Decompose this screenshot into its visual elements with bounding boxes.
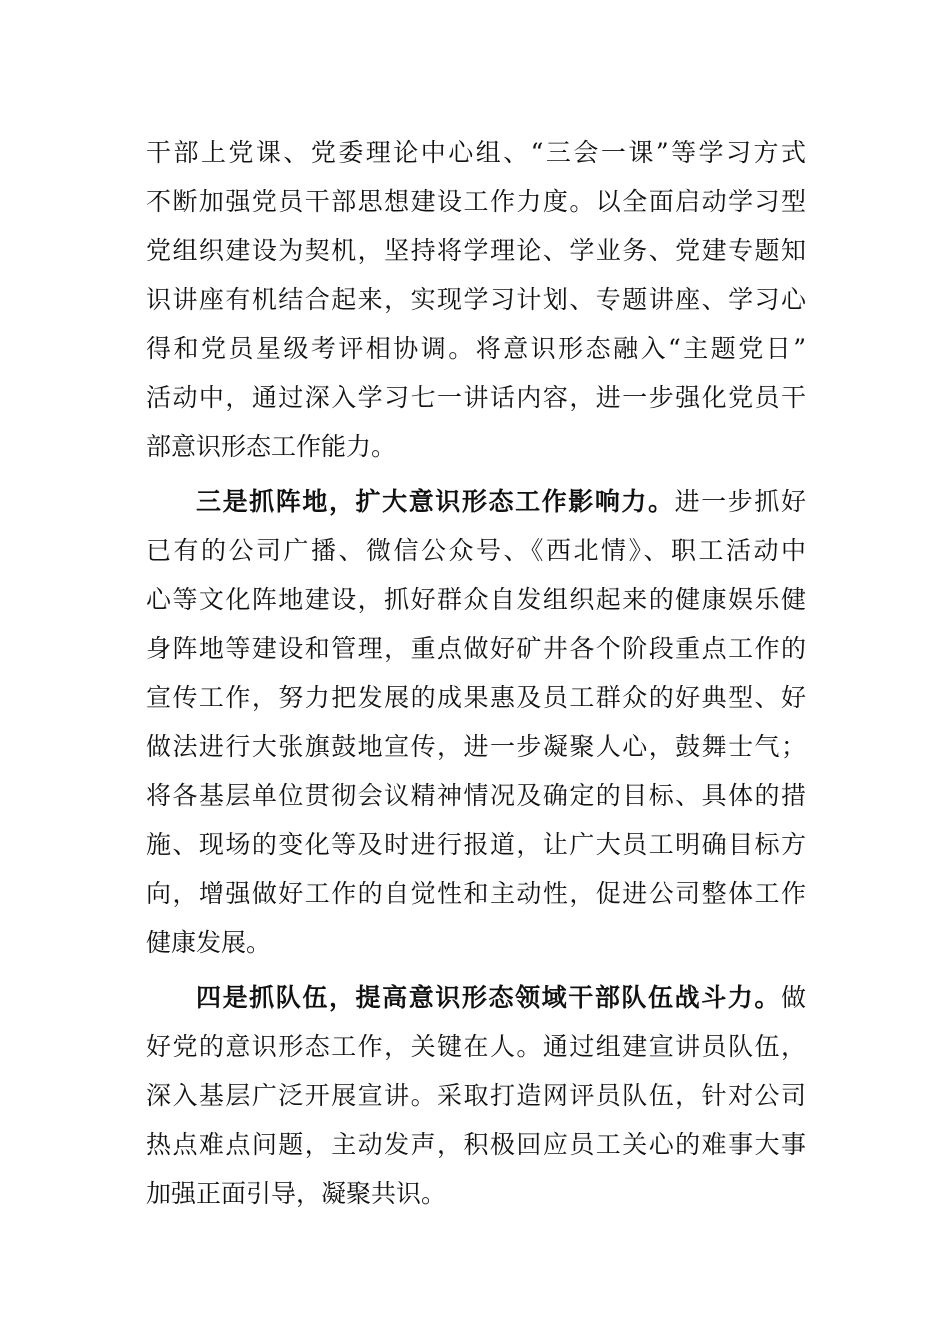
paragraph-1-line-3: 党组织建设为契机，坚持将学理论、学业务、党建专题知: [146, 236, 806, 265]
paragraph-1-line-6: 活动中，通过深入学习七一讲话内容，进一步强化党员干: [146, 383, 806, 412]
paragraph-1-line-5: 得和党员星级考评相协调。将意识形态融入“主题党日”: [146, 334, 806, 363]
paragraph-3-line-3: 热点难点问题，主动发声，积极回应员工关心的难事大事: [146, 1130, 806, 1159]
paragraph-2-line-7: 施、现场的变化等及时进行报道，让广大员工明确目标方: [146, 830, 806, 859]
paragraph-2-line-5: 做法进行大张旗鼓地宣传，进一步凝聚人心，鼓舞士气；: [146, 732, 806, 761]
paragraph-2-heading: 三是抓阵地，扩大意识形态工作影响力。: [196, 487, 675, 516]
paragraph-1-line-4: 识讲座有机结合起来，实现学习计划、专题讲座、学习心: [146, 285, 806, 314]
paragraph-1-line-7: 部意识形态工作能力。: [146, 432, 397, 461]
paragraph-3-heading: 四是抓队伍，提高意识形态领域干部队伍战斗力。: [196, 983, 781, 1012]
paragraph-3-line-4: 加强正面引导，凝聚共识。: [146, 1179, 447, 1208]
paragraph-2-line-9: 健康发展。: [146, 928, 272, 957]
paragraph-1-line-2: 不断加强党员干部思想建设工作力度。以全面启动学习型: [146, 187, 806, 216]
paragraph-2-line-8: 向，增强做好工作的自觉性和主动性，促进公司整体工作: [146, 879, 806, 908]
paragraph-2-first-line-rest: 进一步抓好: [674, 487, 806, 516]
paragraph-2-first-line: [196, 477, 806, 526]
paragraph-2-line-2: 心等文化阵地建设，抓好群众自发组织起来的健康娱乐健: [146, 585, 806, 614]
paragraph-3-line-1: 好党的意识形态工作，关键在人。通过组建宣讲员队伍，: [146, 1032, 806, 1061]
paragraph-3-first-line: [196, 973, 806, 1022]
paragraph-1-line-1: 干部上党课、党委理论中心组、“三会一课”等学习方式: [146, 138, 806, 167]
paragraph-2-line-4: 宣传工作，努力把发展的成果惠及员工群众的好典型、好: [146, 683, 806, 712]
paragraph-2-line-6: 将各基层单位贯彻会议精神情况及确定的目标、具体的措: [146, 781, 806, 810]
paragraph-3-line-2: 深入基层广泛开展宣讲。采取打造网评员队伍，针对公司: [146, 1081, 806, 1110]
paragraph-2-line-3: 身阵地等建设和管理，重点做好矿井各个阶段重点工作的: [146, 634, 806, 663]
paragraph-2-line-1: 已有的公司广播、微信公众号、《西北情》、职工活动中: [146, 536, 806, 565]
paragraph-3-first-line-rest: 做: [780, 983, 806, 1012]
